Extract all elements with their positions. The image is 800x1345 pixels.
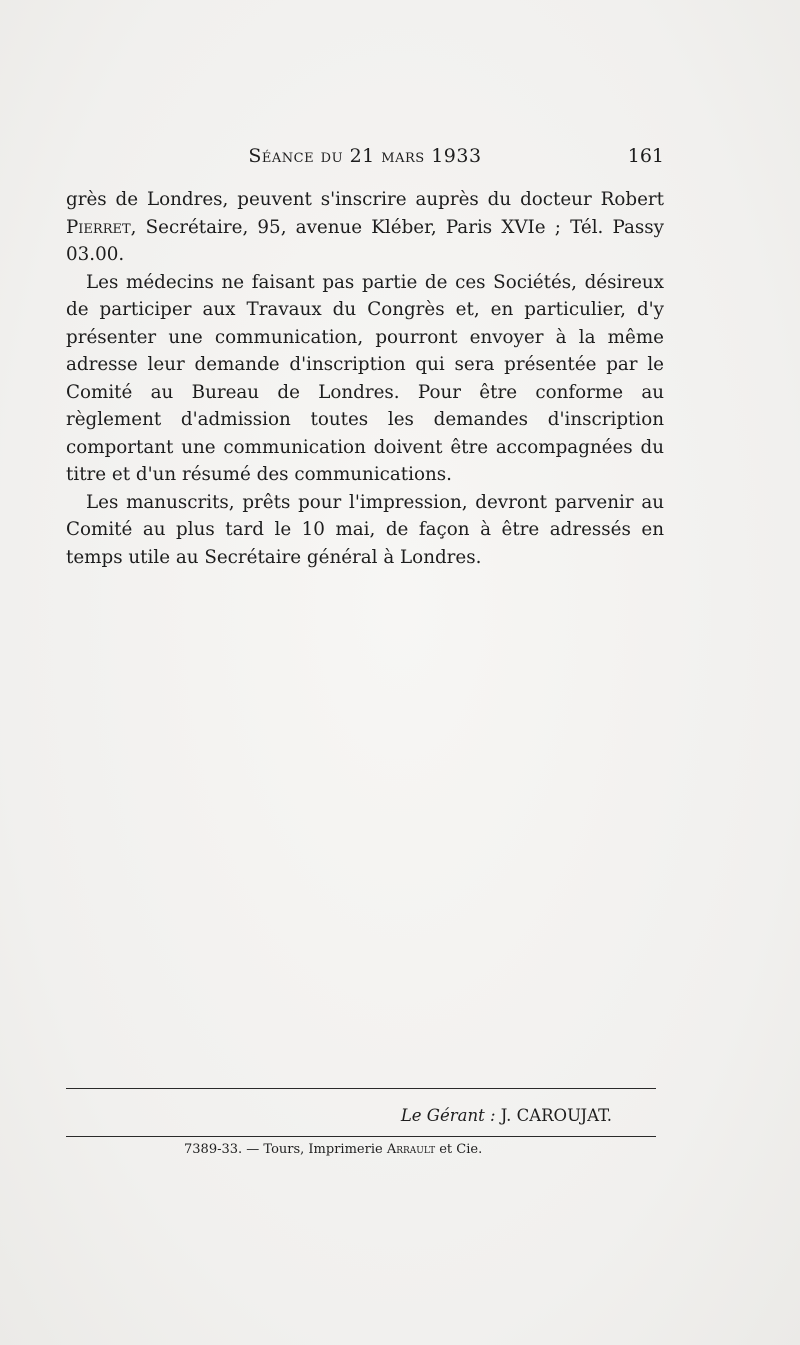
text-run: grès de Londres, peuvent s'inscrire auprès du docteur Robert: [66, 189, 664, 210]
text-run: Les manuscrits, prêts pour l'impression, devront parvenir au Comité au plus tard le 10 mai, de façon à être adressés en temps utile au Secrétaire général à Londres.: [66, 491, 664, 568]
page-number: 161: [627, 145, 664, 167]
text-run: , Secrétaire, 95, avenue Kléber, Paris XVIe ; Tél. Passy 03.00.: [66, 216, 664, 265]
signature-role: Le Gérant :: [400, 1106, 496, 1125]
paragraph: [66, 186, 664, 269]
printer-imprint: [184, 1142, 482, 1157]
signature-name: J. CAROUJAT.: [500, 1106, 612, 1125]
signature-line: [401, 1106, 612, 1125]
author-name-small-caps: Pierret: [66, 216, 131, 238]
body-text: [66, 186, 664, 571]
imprint-suffix: et Cie.: [435, 1142, 483, 1157]
divider-rule: [66, 1136, 656, 1137]
printer-name: Arrault: [386, 1142, 436, 1157]
running-head: [66, 145, 664, 171]
paragraph: [66, 269, 664, 489]
text-run: Les médecins ne faisant pas partie de ces Sociétés, désireux de participer aux Travaux du Congrès et, en particulier, d'y présenter une communication, pourront envoyer à la même adresse leur demande d'inscription qui sera présentée par le Comité au Bureau de Londres. Pour être conforme au règlement d'admission toutes les demandes d'inscription comportant une communication doivent être accompagnées du titre et d'un résumé des communications.: [66, 271, 664, 485]
divider-rule: [66, 1088, 656, 1089]
imprint-prefix: 7389-33. — Tours, Imprimerie: [184, 1142, 387, 1157]
paragraph: [66, 489, 664, 572]
running-title: Séance du 21 mars 1933: [248, 145, 482, 167]
